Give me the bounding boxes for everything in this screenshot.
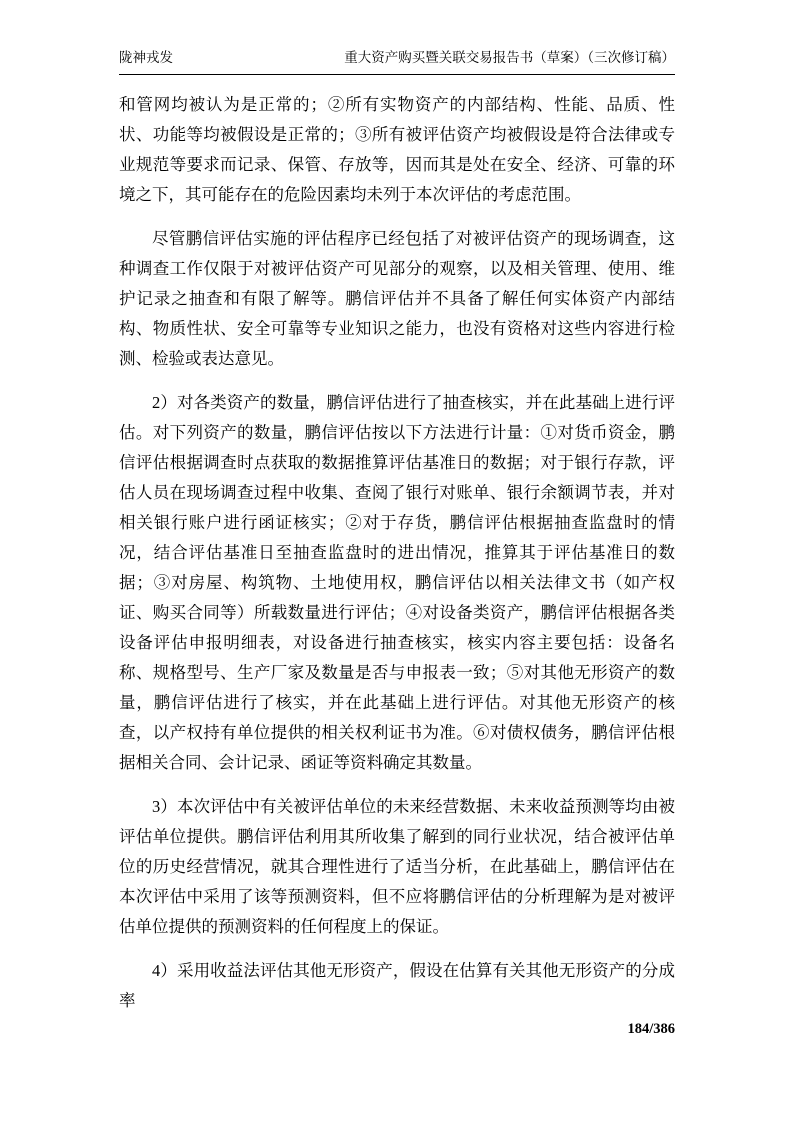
header-doc-full-title: 重大资产购买暨关联交易报告书（草案）（三次修订稿） <box>344 50 675 65</box>
body-paragraph: 尽管鹏信评估实施的评估程序已经包括了对被评估资产的现场调查，这种调查工作仅限于对被评估资产可见部分的观察，以及相关管理、使用、维护记录之抽查和有限了解等。鹏信评估并不具备了解任何实体资产内部结构、物质性状、安全可靠等专业知识之能力，也没有资格对这些内容进行检测、检验或表达意见。 <box>119 229 675 368</box>
body-paragraph: 3）本次评估中有关被评估单位的未来经营数据、未来收益预测等均由被评估单位提供。鹏信评估利用其所收集了解到的同行业状况，结合被评估单位的历史经营情况，就其合理性进行了适当分析，在此基础上，鹏信评估在本次评估中采用了该等预测资料，但不应将鹏信评估的分析理解为是对被评估单位提供的预测资料的任何程度上的保证。 <box>119 797 675 936</box>
document-body <box>119 90 675 1016</box>
header-doc-short-title: 陇神戎发 <box>119 50 173 65</box>
page-number: 184/386 <box>627 1021 675 1037</box>
body-paragraph: 2）对各类资产的数量，鹏信评估进行了抽查核实，并在此基础上进行评估。对下列资产的数量，鹏信评估按以下方法进行计量：①对货币资金，鹏信评估根据调查时点获取的数据推算评估基准日的数据；对于银行存款，评估人员在现场调查过程中收集、查阅了银行对账单、银行余额调节表，并对相关银行账户进行函证核实；②对于存货，鹏信评估根据抽查监盘时的情况，结合评估基准日至抽查监盘时的进出情况，推算其于评估基准日的数据；③对房屋、构筑物、土地使用权，鹏信评估以相关法律文书（如产权证、购买合同等）所载数量进行评估；④对设备类资产，鹏信评估根据各类设备评估申报明细表，对设备进行抽查核实，核实内容主要包括：设备名称、规格型号、生产厂家及数量是否与申报表一致；⑤对其他无形资产的数量，鹏信评估进行了核实，并在此基础上进行评估。对其他无形资产的核查，以产权持有单位提供的相关权利证书为准。⑥对债权债务，鹏信评估根据相关合同、会计记录、函证等资料确定其数量。 <box>119 393 675 772</box>
page-header <box>119 46 675 75</box>
body-paragraph: 4）采用收益法评估其他无形资产，假设在估算有关其他无形资产的分成率 <box>119 961 675 1010</box>
body-paragraph: 和管网均被认为是正常的；②所有实物资产的内部结构、性能、品质、性状、功能等均被假设是正常的；③所有被评估资产均被假设是符合法律或专业规范等要求而记录、保管、存放等，因而其是处在安全、经济、可靠的环境之下，其可能存在的危险因素均未列于本次评估的考虑范围。 <box>119 95 675 204</box>
